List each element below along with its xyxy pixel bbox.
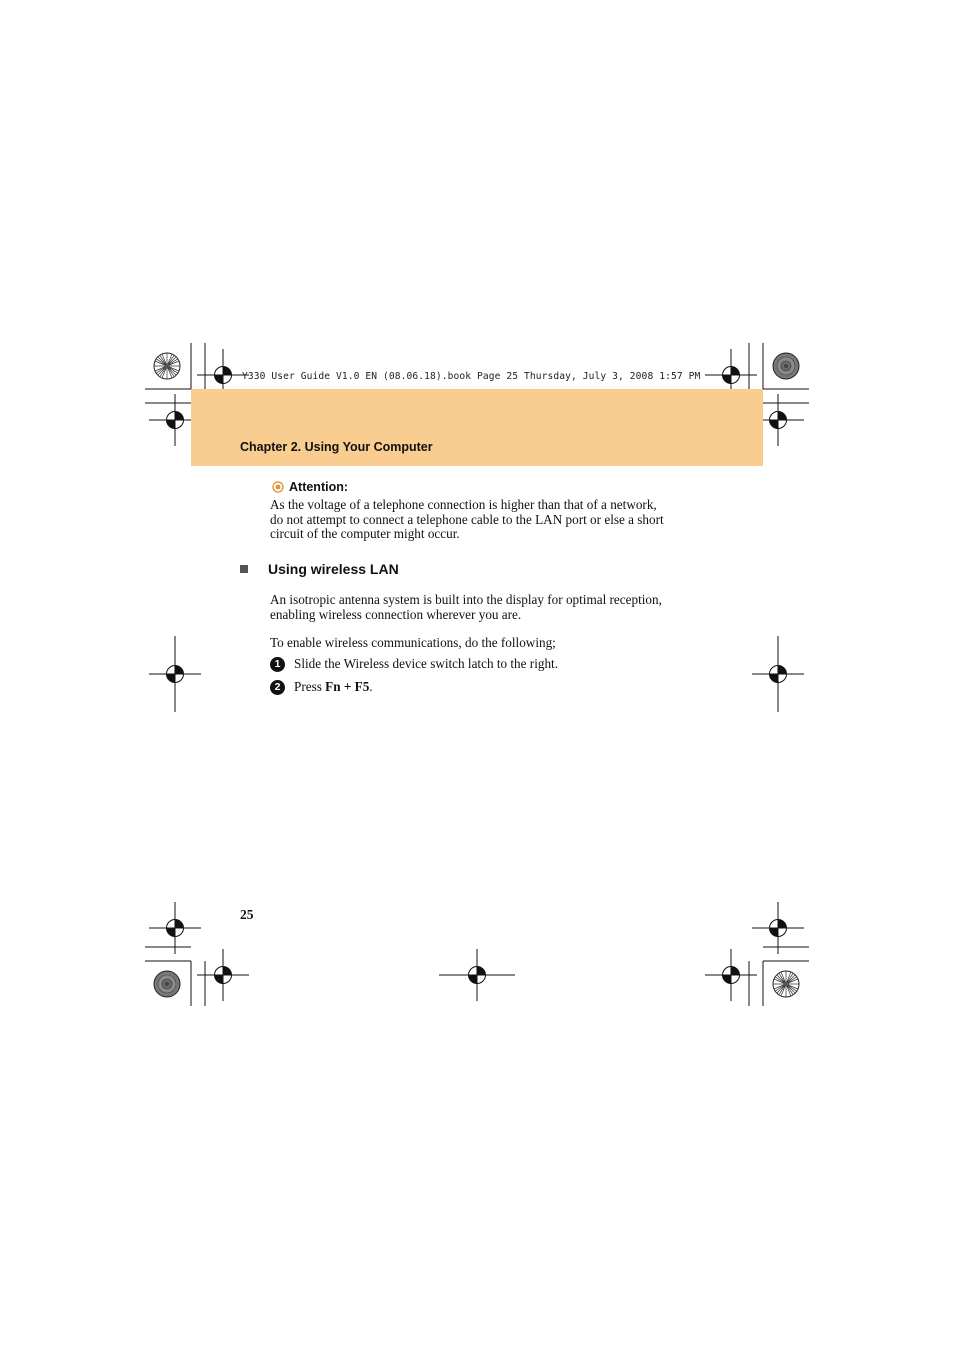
step-number-icon: 2 [270, 680, 285, 695]
section-title: Using wireless LAN [268, 561, 399, 577]
section-heading [240, 561, 399, 577]
intro-line: An isotropic antenna system is built into the display for optimal reception, [270, 592, 662, 607]
attention-line: do not attempt to connect a telephone cable to the LAN port or else a short [270, 511, 664, 527]
page-number: 25 [240, 907, 254, 922]
chapter-title: Chapter 2. Using Your Computer [240, 440, 433, 454]
step-item [270, 656, 558, 672]
attention-line: circuit of the computer might occur. [270, 526, 460, 542]
step-item [270, 679, 373, 695]
lead-in-text: To enable wireless communications, do the following; [270, 635, 556, 650]
step-text [294, 679, 373, 695]
square-bullet-icon [240, 565, 248, 573]
book-slug-line: Y330 User Guide V1.0 EN (08.06.18).book Page 25 Thursday, July 3, 2008 1:57 PM [242, 371, 701, 382]
intro-paragraph [270, 593, 710, 622]
step-number-icon: 1 [270, 657, 285, 672]
attention-label: Attention: [289, 480, 349, 494]
step-text-prefix: Press [294, 679, 326, 694]
attention-paragraph [270, 498, 710, 542]
step-text: Slide the Wireless device switch latch to the right. [294, 656, 559, 671]
attention-icon [272, 481, 284, 493]
attention-line: As the voltage of a telephone connection is higher than that of a network, [270, 497, 657, 512]
key-combo: Fn + F5 [325, 679, 370, 694]
chapter-header-band [191, 389, 763, 466]
intro-line: enabling wireless connection wherever you are. [270, 606, 522, 622]
step-text-suffix: . [369, 679, 373, 694]
attention-heading [272, 480, 348, 494]
